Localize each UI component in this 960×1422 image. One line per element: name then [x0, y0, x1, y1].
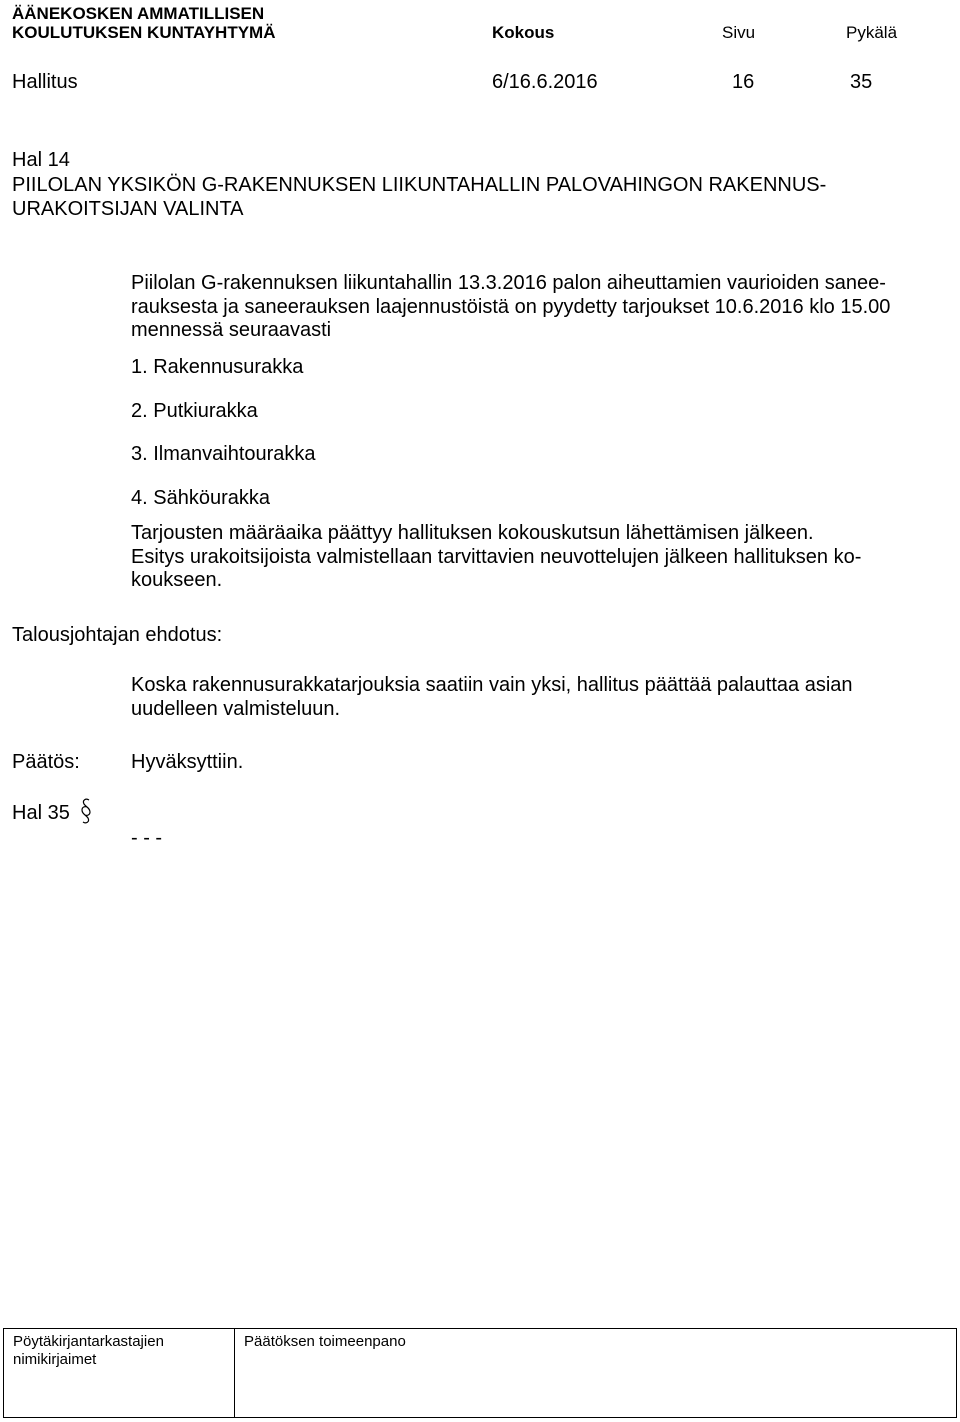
header-page-number: 16: [732, 71, 755, 93]
title-reference: Hal 14: [12, 149, 70, 171]
reference-label: Hal 35: [12, 802, 70, 824]
header-meeting-date: 6/16.6.2016: [492, 71, 598, 93]
notes-line2: Esitys urakoitsijoista valmistellaan tarvittavien neuvottelujen jälkeen hallituksen ko-: [131, 545, 862, 568]
title-line1: PIILOLAN YKSIKÖN G-RAKENNUKSEN LIIKUNTAHALLIN PALOVAHINGON RAKENNUS-: [12, 174, 827, 196]
organization-name-line1: ÄÄNEKOSKEN AMMATILLISEN: [12, 4, 265, 23]
notes-paragraph: [131, 522, 861, 593]
header-body-name: Hallitus: [12, 71, 78, 93]
proposal-paragraph: [131, 674, 853, 721]
decision-text: Hyväksyttiin.: [131, 751, 244, 773]
decision-label: Päätös:: [12, 751, 80, 773]
intro-line3: mennessä seuraavasti: [131, 319, 332, 341]
list-item: 3. Ilmanvaihtourakka: [131, 443, 316, 465]
footer-initials-label-line2: nimikirjaimet: [13, 1351, 97, 1368]
footer-execution-label: Päätöksen toimeenpano: [244, 1333, 406, 1350]
intro-line1: Piilolan G-rakennuksen liikuntahallin 13.3.2016 palon aiheuttamien vaurioiden sanee-: [131, 272, 886, 294]
header-section-label: Pykälä: [846, 23, 898, 42]
header-section-number: 35: [850, 71, 873, 93]
list-item: 1. Rakennusurakka: [131, 356, 304, 378]
proposal-label: Talousjohtajan ehdotus:: [12, 624, 223, 646]
footer-initials-label-line1: Pöytäkirjantarkastajien: [13, 1333, 164, 1350]
notes-line3: koukseen.: [131, 569, 223, 591]
footer-divider: [234, 1329, 235, 1417]
section-separator: - - -: [131, 827, 163, 849]
notes-line1: Tarjousten määräaika päättyy hallituksen kokouskutsun lähettämisen jälkeen.: [131, 522, 814, 544]
header-page-label: Sivu: [722, 23, 756, 42]
proposal-line1: Koska rakennusurakkatarjouksia saatiin vain yksi, hallitus päättää palauttaa asian: [131, 674, 853, 696]
intro-line2: rauksesta ja saneerauksen laajennustöistä on pyydetty tarjoukset 10.6.2016 klo 15.00: [131, 295, 891, 318]
footer-signature-box: [3, 1328, 957, 1418]
proposal-line2: uudelleen valmisteluun.: [131, 697, 341, 720]
list-item: 4. Sähköurakka: [131, 487, 270, 509]
intro-paragraph: [131, 272, 890, 343]
header-meeting-label: Kokous: [492, 23, 555, 42]
list-item: 2. Putkiurakka: [131, 400, 258, 422]
title-line2: URAKOITSIJAN VALINTA: [12, 198, 244, 220]
section-sign-icon: [80, 798, 92, 824]
organization-name-line2: KOULUTUKSEN KUNTAYHTYMÄ: [12, 23, 276, 42]
